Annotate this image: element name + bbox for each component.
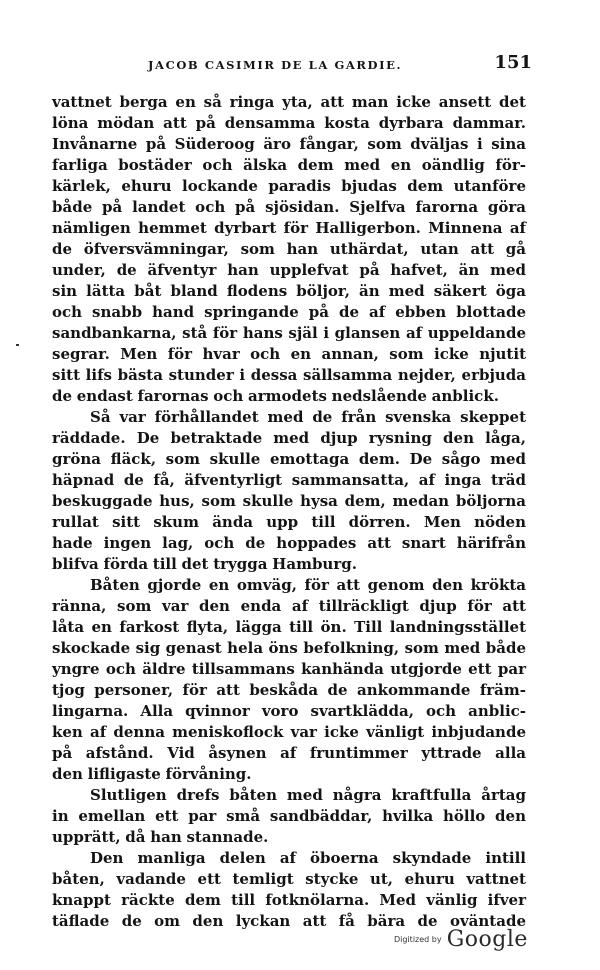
text-line: knappt räckte dem till fotknölarna. Med vänlig ifver	[52, 891, 526, 909]
text-line: blifva förda till det trygga Hamburg.	[52, 555, 357, 573]
text-line: in emellan ett par små sandbäddar, hvilka höllo den	[52, 807, 526, 825]
text-line: segrar. Men för hvar och en annan, som icke njutit	[52, 345, 526, 363]
text-line: rullat sitt skum ända upp till dörren. Men nöden	[52, 513, 526, 531]
text-line: farliga bostäder och älska dem med en oändlig för-	[52, 156, 526, 174]
text-line: Båten gjorde en omväg, för att genom den krökta	[90, 576, 526, 594]
text-line: Slutligen drefs båten med några kraftfulla årtag	[90, 786, 526, 804]
body-text	[52, 92, 526, 932]
text-line: under, de äfventyr han upplefvat på hafvet, än med	[52, 261, 526, 279]
text-line: gröna fläck, som skulle emottaga dem. De sågo med	[52, 450, 526, 468]
page-number: 151	[494, 52, 532, 73]
running-title: JACOB CASIMIR DE LA GARDIE.	[148, 58, 403, 72]
page-header	[52, 52, 552, 76]
margin-mark	[16, 344, 19, 346]
text-line: häpnad de få, äfventyrligt sammansatta, af inga träd	[52, 471, 526, 489]
text-line: täflade de om den lyckan att få bära de oväntade	[52, 912, 526, 930]
text-line: Den manliga delen af öboerna skyndade intill	[90, 849, 526, 867]
text-line: lingarna. Alla qvinnor voro svartklädda, och anblic-	[52, 702, 526, 720]
text-line: ränna, som var den enda af tillräckligt djup för att	[52, 597, 526, 615]
digitized-by-google-watermark	[394, 927, 528, 952]
text-line: yngre och äldre tillsammans kanhända utgjorde ett par	[52, 660, 526, 678]
text-line: beskuggade hus, som skulle hysa dem, medan böljorna	[52, 492, 526, 510]
text-line: både på landet och på sjösidan. Sjelfva farorna göra	[52, 198, 526, 216]
text-line: nämligen hemmet dyrbart för Halligerbon. Minnena af	[52, 219, 526, 237]
text-line: räddade. De betraktade med djup rysning den låga,	[52, 429, 526, 447]
text-line: vattnet berga en så ringa yta, att man icke ansett det	[52, 93, 526, 111]
text-line: löna mödan att på densamma kosta dyrbara dammar.	[52, 114, 526, 132]
text-line: ken af denna meniskoflock var icke vänligt inbjudande	[52, 723, 526, 741]
text-line: sandbankarna, stå för hans själ i glansen af uppeldande	[52, 324, 526, 342]
text-line: låta en farkost flyta, lägga till ön. Till landningsstället	[52, 618, 526, 636]
text-line: Så var förhållandet med de från svenska skeppet	[90, 408, 526, 426]
text-line: hade ingen lag, och de hoppades att snart härifrån	[52, 534, 526, 552]
text-line: och snabb hand springande på de af ebben blottade	[52, 303, 526, 321]
text-line: sin lätta båt bland flodens böljor, än med säkert öga	[52, 282, 526, 300]
text-line: upprätt, då han stannade.	[52, 828, 269, 846]
digitized-by-label: Digitized by	[394, 935, 442, 944]
google-logo: Google	[446, 927, 528, 952]
text-line: den lifligaste förvåning.	[52, 765, 252, 783]
text-line: de öfversvämningar, som han uthärdat, utan att gå	[52, 240, 526, 258]
text-line: Invånarne på Süderoog äro fångar, som dväljas i sina	[52, 135, 526, 153]
text-line: på afstånd. Vid åsynen af fruntimmer yttrade alla	[52, 744, 526, 762]
text-line: sitt lifs bästa stunder i dessa sällsamma nejder, erbjuda	[52, 366, 526, 384]
text-line: kärlek, ehuru lockande paradis bjudas dem utanföre	[52, 177, 526, 195]
text-line: de endast farornas och armodets nedslående anblick.	[52, 387, 499, 405]
text-line: båten, vadande ett temligt stycke ut, ehuru vattnet	[52, 870, 526, 888]
text-line: tjog personer, för att beskåda de ankommande främ-	[52, 681, 526, 699]
text-line: skockade sig genast hela öns befolkning, som med både	[52, 639, 526, 657]
